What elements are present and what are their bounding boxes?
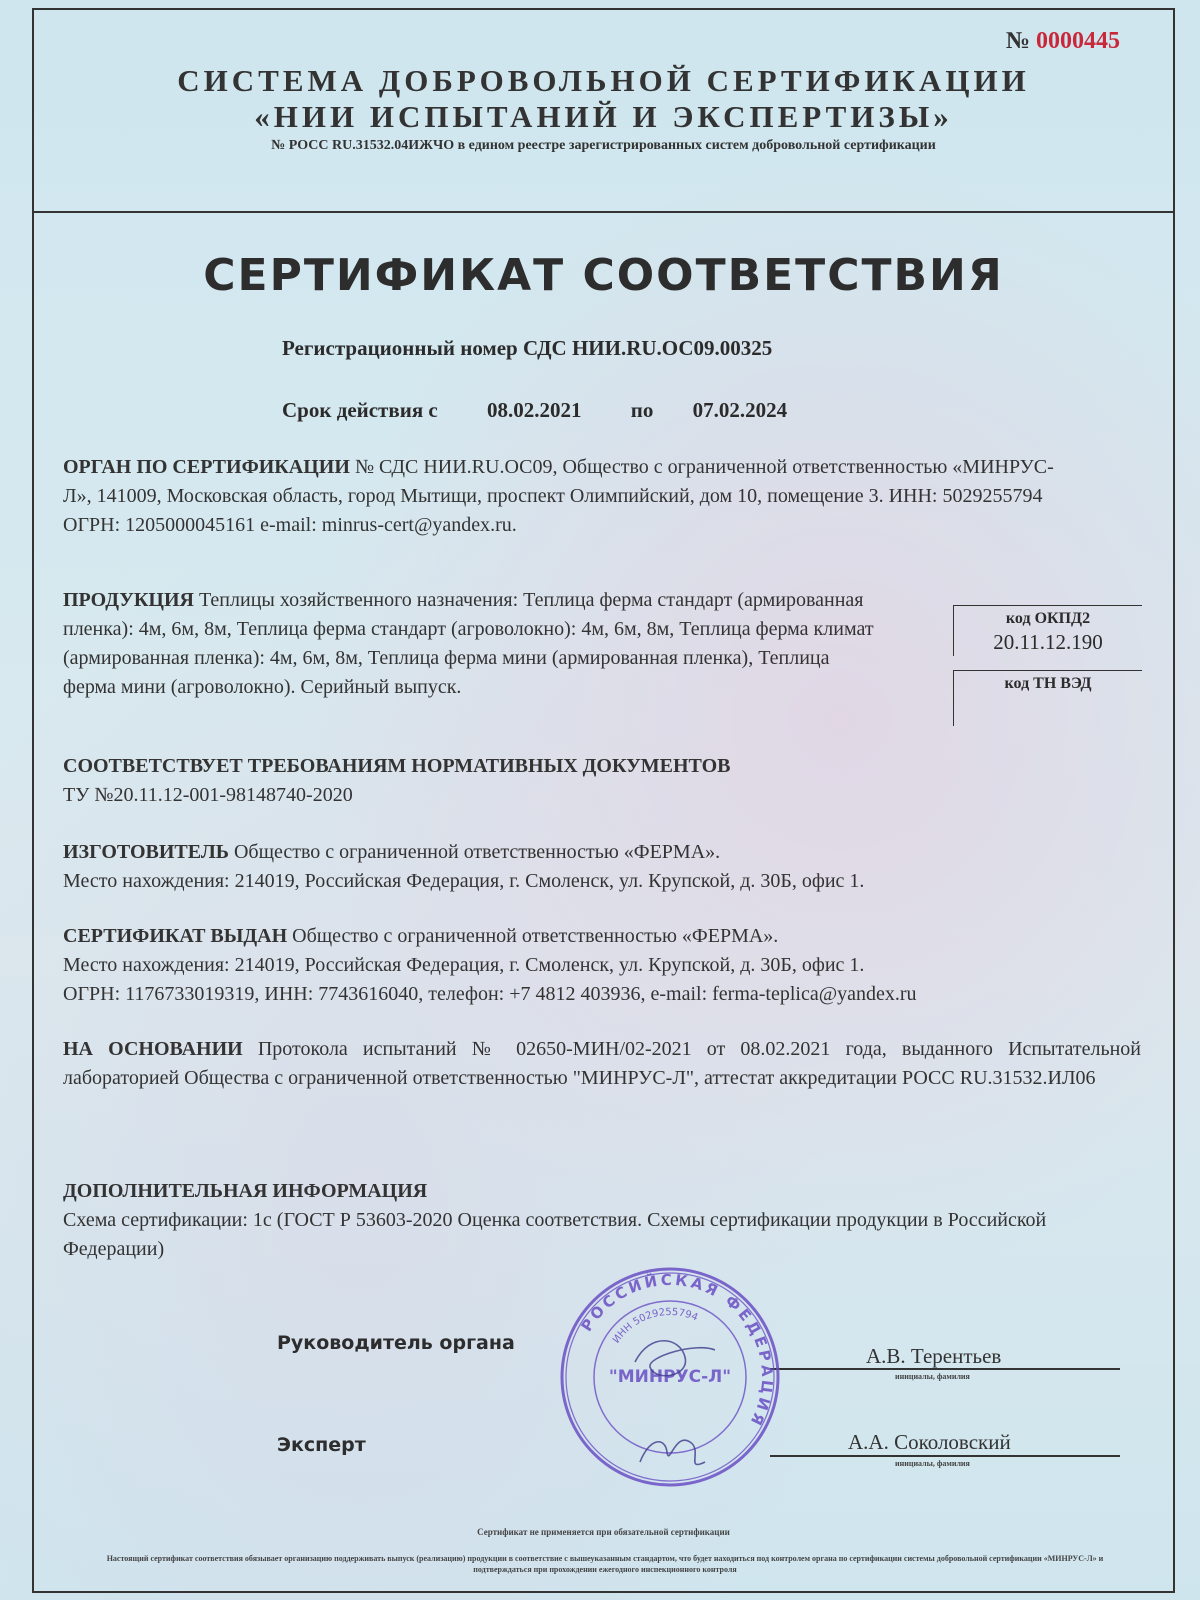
manufacturer-text-line2: Место нахождения: 214019, Российская Федерация, г. Смоленск, ул. Крупской, д. 30Б, офис 1. — [63, 870, 865, 892]
official-seal — [555, 1262, 785, 1492]
seal-outer-text: РОССИЙСКАЯ ФЕДЕРАЦИЯ — [577, 1270, 777, 1431]
issued-text-line3: ОГРН: 1176733019319, ИНН: 7743616040, телефон: +7 4812 403936, e-mail: ferma-teplica@yandex.ru — [63, 983, 917, 1005]
product-label: ПРОДУКЦИЯ — [63, 589, 194, 611]
registration-number: Регистрационный номер СДС НИИ.RU.ОС09.00325 — [282, 336, 773, 360]
okpd-label: код ОКПД2 — [1005, 610, 1091, 627]
organ-section — [63, 453, 1063, 540]
okpd-code-box — [953, 605, 1142, 656]
footer-disclaimer: Настоящий сертификат соответствия обязывает организацию поддерживать выпуск (реализацию) продукции в соответствие с вышеуказанным стандартом, что будет находиться под контролем органа по сертификации системы добровольной сертификации «МИНРУС-Л» и подтверждаться при прохождении ежегодного инспекционного контроля — [106, 1554, 1104, 1574]
tnved-code-box — [953, 670, 1142, 726]
head-signature-line — [770, 1368, 1120, 1370]
manufacturer-text-line1: Общество с ограниченной ответственностью «ФЕРМА». — [233, 841, 721, 863]
additional-label: ДОПОЛНИТЕЛЬНАЯ ИНФОРМАЦИЯ — [63, 1180, 428, 1202]
additional-info-section — [63, 1177, 1141, 1264]
expert-signature-label: Эксперт — [277, 1434, 366, 1456]
head-caption: инициалы, фамилия — [895, 1372, 970, 1381]
head-signature-label: Руководитель органа — [277, 1332, 515, 1354]
validity-label: Срок действия с — [282, 398, 438, 422]
footer-note: Сертификат не применяется при обязательной сертификации — [477, 1527, 730, 1537]
manufacturer-section — [63, 838, 1123, 896]
expert-signature-line — [770, 1455, 1120, 1457]
product-section — [63, 586, 883, 702]
manufacturer-label: ИЗГОТОВИТЕЛЬ — [63, 841, 229, 863]
okpd-value: 20.11.12.190 — [993, 630, 1103, 654]
basis-text: Протокола испытаний № 02650-МИН/02-2021 от 08.02.2021 года, выданного Испытательной лабораторией Общества с ограниченной ответственностью "МИНРУС-Л", аттестат аккредитации РОСС RU.31532.ИЛ06 — [63, 1038, 1142, 1089]
issued-text-line2: Место нахождения: 214019, Российская Федерация, г. Смоленск, ул. Крупской, д. 30Б, офис 1. — [63, 954, 865, 976]
validity-to-label: по — [630, 398, 654, 422]
system-title-line1: СИСТЕМА ДОБРОВОЛЬНОЙ СЕРТИФИКАЦИИ — [177, 63, 1030, 98]
additional-text: Схема сертификации: 1с (ГОСТ Р 53603-2020 Оценка соответствия. Схемы сертификации продукции в Российской Федерации) — [63, 1209, 1047, 1260]
expert-name: А.А. Соколовский — [848, 1430, 1011, 1454]
organ-text: № СДС НИИ.RU.ОС09, Общество с ограниченной ответственностью «МИНРУС-Л», 141009, Московская область, город Мытищи, проспект Олимпийский, дом 10, помещение 3. ИНН: 5029255794 ОГРН: 1205000045161 e-mail: minrus-cert@yandex.ru. — [63, 456, 1054, 536]
form-number — [1006, 28, 1120, 55]
seal-inn-text: ИНН 5029255794 — [611, 1306, 700, 1346]
conformity-section — [63, 752, 1063, 810]
product-text: Теплицы хозяйственного назначения: Теплица ферма стандарт (армированная пленка): 4м, 6м, 8м, Теплица ферма стандарт (агроволокно): 4м, 6м, 8м, Теплица ферма климат (армированная пленка): 4м, 6м, 8м, Теплица ферма мини (армированная пленка), Теплица ферма мини (агроволокно). Серийный выпуск. — [63, 589, 874, 698]
seal-center-text: "МИНРУС-Л" — [608, 1367, 732, 1387]
conformity-text: ТУ №20.11.12-001-98148740-2020 — [63, 784, 353, 806]
system-title-line2: «НИИ ИСПЫТАНИЙ И ЭКСПЕРТИЗЫ» — [254, 99, 953, 134]
valid-from: 08.02.2021 — [487, 398, 582, 422]
system-registry-line: № РОСС RU.31532.04ИЖЧО в едином реестре зарегистрированных систем добровольной сертификации — [271, 138, 936, 153]
form-number-value: 0000445 — [1036, 28, 1120, 54]
expert-caption: инициалы, фамилия — [895, 1459, 970, 1468]
head-name: А.В. Терентьев — [866, 1344, 1002, 1368]
form-number-prefix: № — [1005, 28, 1030, 54]
validity-period — [282, 398, 787, 423]
svg-text:ИНН 5029255794 — [611, 1307, 699, 1346]
conformity-label: СООТВЕТСТВУЕТ ТРЕБОВАНИЯМ НОРМАТИВНЫХ ДОКУМЕНТОВ — [63, 755, 731, 777]
basis-section — [63, 1035, 1141, 1093]
certificate-title: СЕРТИФИКАТ СООТВЕТСТВИЯ — [203, 250, 1004, 301]
issued-text-line1: Общество с ограниченной ответственностью «ФЕРМА». — [292, 925, 779, 947]
basis-label: НА ОСНОВАНИИ — [63, 1038, 243, 1060]
header-divider — [32, 211, 1175, 213]
tnved-label: код ТН ВЭД — [1004, 675, 1092, 692]
valid-to: 07.02.2024 — [692, 398, 788, 422]
issued-to-section — [63, 922, 1133, 1009]
issued-label: СЕРТИФИКАТ ВЫДАН — [63, 925, 288, 947]
organ-label: ОРГАН ПО СЕРТИФИКАЦИИ — [63, 456, 350, 478]
